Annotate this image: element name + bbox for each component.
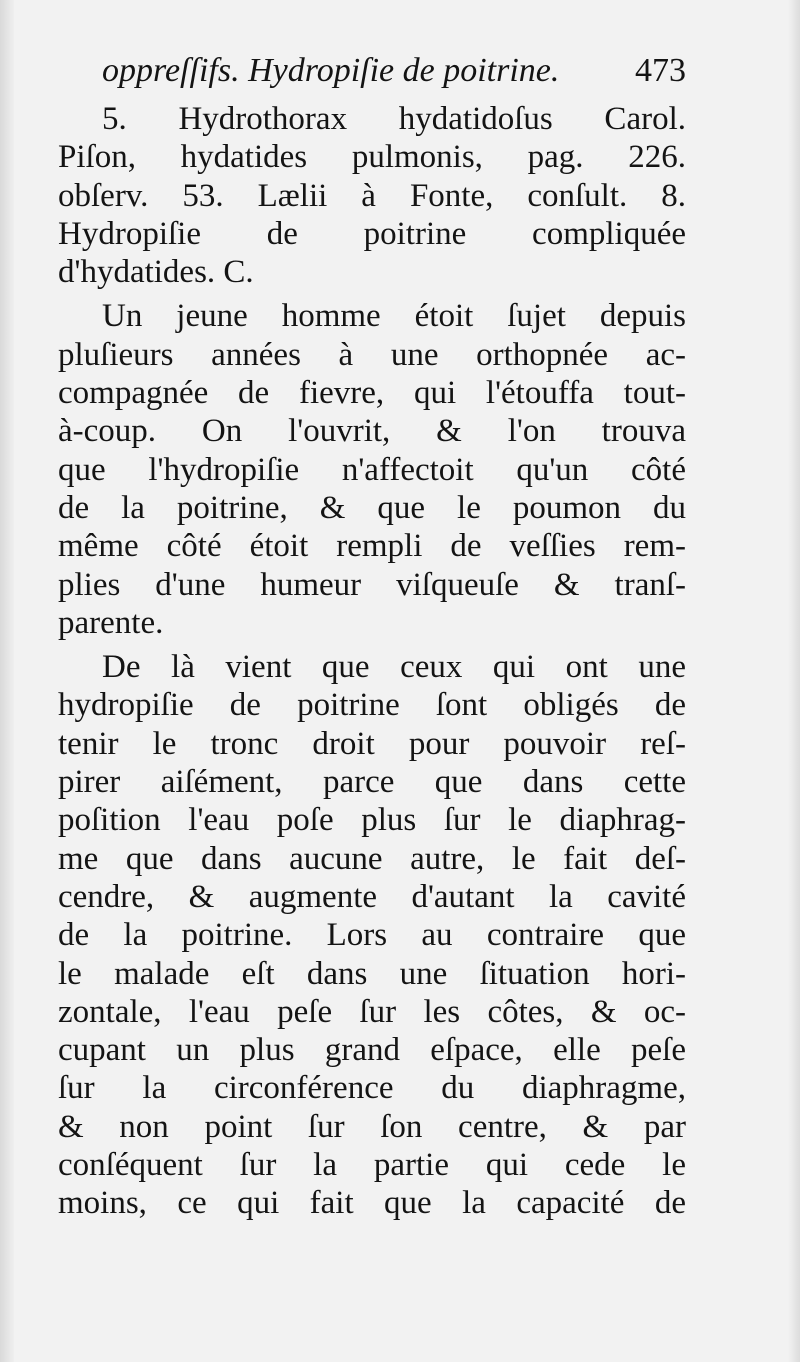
text-line: obſerv. 53. Lælii à Fonte, conſult. 8.: [58, 177, 686, 214]
text-line: que l'hydropiſie n'affectoit qu'un côté: [58, 451, 686, 488]
paragraph-hydrothorax: [58, 100, 686, 291]
text-line: De là vient que ceux qui ont une: [102, 649, 686, 686]
page-gutter-shadow: [0, 0, 14, 1362]
text-line: pirer aiſément, parce que dans cette: [58, 764, 686, 801]
text-line: poſition l'eau poſe plus ſur le diaphrag-: [58, 802, 686, 839]
running-header: [58, 44, 686, 100]
text-line: 5. Hydrothorax hydatidoſus Carol.: [102, 101, 686, 137]
text-line: ſur la circonférence du diaphragme,: [58, 1070, 686, 1107]
text-line: plies d'une humeur viſqueuſe & tranſ-: [58, 566, 686, 603]
text-line: parente.: [58, 604, 164, 641]
page-number: 473: [635, 52, 686, 89]
text-line: hydropiſie de poitrine ſont obligés de: [58, 687, 686, 724]
text-line: Piſon, hydatides pulmonis, pag. 226.: [58, 139, 686, 176]
text-line: d'hydatides. C.: [58, 254, 254, 291]
page-text: [58, 44, 686, 1223]
paragraph-case: [58, 297, 686, 642]
text-line: de la poitrine. Lors au contraire que: [58, 917, 686, 954]
text-line: tenir le tronc droit pour pouvoir reſ-: [58, 725, 686, 762]
text-line: moins, ce qui fait que la capacité de: [58, 1185, 686, 1222]
text-line: cupant un plus grand eſpace, elle peſe: [58, 1032, 686, 1069]
text-line: zontale, l'eau peſe ſur les côtes, & oc-: [58, 993, 686, 1030]
text-line: de la poitrine, & que le poumon du: [58, 489, 686, 526]
text-line: cendre, & augmente d'autant la cavité: [58, 878, 686, 915]
text-line: me que dans aucune autre, le fait deſ-: [58, 840, 686, 877]
running-title: oppreſſifs. Hydropiſie de poitrine.: [102, 52, 560, 89]
text-line: compagnée de fievre, qui l'étouffa tout-: [58, 375, 686, 412]
text-line: pluſieurs années à une orthopnée ac-: [58, 336, 686, 373]
text-line: Hydropiſie de poitrine compliquée: [58, 215, 686, 252]
page-edge-shadow: [788, 0, 800, 1362]
text-line: même côté étoit rempli de veſſies rem-: [58, 528, 686, 565]
paragraph-explanation: [58, 648, 686, 1222]
text-line: & non point ſur ſon centre, & par: [58, 1108, 686, 1145]
text-line: le malade eſt dans une ſituation hori-: [58, 955, 686, 992]
text-line: Un jeune homme étoit ſujet depuis: [102, 298, 686, 335]
text-line: à-coup. On l'ouvrit, & l'on trouva: [58, 413, 686, 450]
text-line: conſéquent ſur la partie qui cede le: [58, 1147, 686, 1184]
